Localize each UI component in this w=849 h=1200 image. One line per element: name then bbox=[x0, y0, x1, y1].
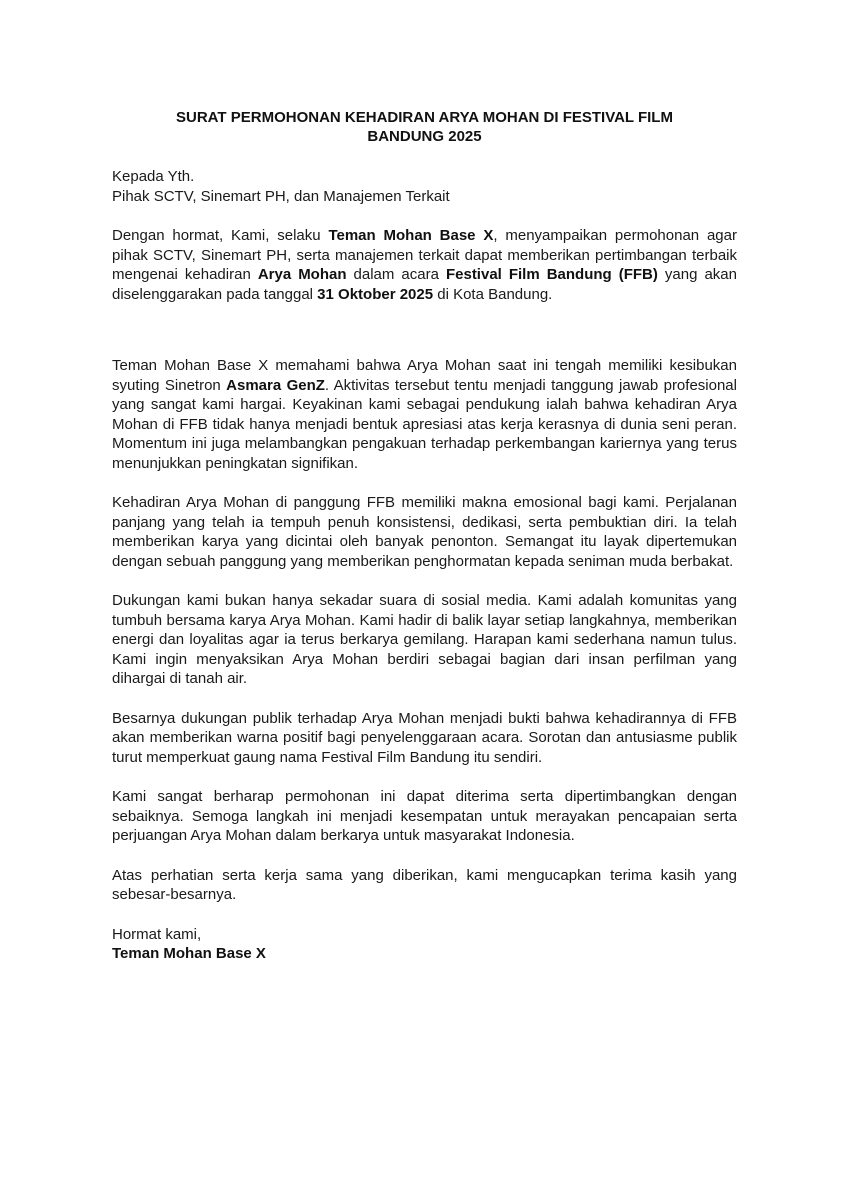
closing-block bbox=[112, 925, 737, 964]
paragraph-3: Kehadiran Arya Mohan di panggung FFB memiliki makna emosional bagi kami. Perjalanan panjang yang telah ia tempuh penuh konsistensi, dedikasi, serta pembuktian diri. Ia telah memberikan karya yang dicintai oleh banyak penonton. Semangat itu layak dipertemukan dengan sebuah panggung yang memberikan penghormatan kepada seniman muda berbakat. bbox=[112, 494, 737, 570]
para1-text-3: dalam acara bbox=[346, 266, 446, 283]
para1-bold-artist: Arya Mohan bbox=[257, 266, 347, 283]
para2-text-2: . Aktivitas tersebut tentu menjadi tanggung jawab profesional yang sangat kami hargai. Keyakinan kami sebagai pendukung ialah bahwa kehadiran Arya Mohan di FFB tidak hanya menjadi bentuk apresiasi atas kerja kerasnya di dunia seni peran. Momentum ini juga melambangkan pengakuan terhadap perkembangan kariernya yang terus menunjukkan peningkatan signifikan. bbox=[112, 376, 737, 472]
paragraph-4: Dukungan kami bukan hanya sekadar suara di sosial media. Kami adalah komunitas yang tumbuh bersama karya Arya Mohan. Kami hadir di balik layar setiap langkahnya, memberikan energi dan loyalitas agar ia terus berkarya gemilang. Harapan kami sederhana namun tulus. Kami ingin menyaksikan Arya Mohan berdiri sebagai bagian dari insan perfilman yang dihargai di tanah air. bbox=[112, 592, 737, 687]
para1-bold-sender: Teman Mohan Base X bbox=[328, 227, 494, 244]
para1-text-1: Dengan hormat, Kami, selaku bbox=[112, 227, 329, 244]
para1-bold-event: Festival Film Bandung (FFB) bbox=[445, 266, 658, 283]
signature: Teman Mohan Base X bbox=[112, 945, 266, 962]
paragraph-7: Atas perhatian serta kerja sama yang diberikan, kami mengucapkan terima kasih yang sebesar-besarnya. bbox=[112, 866, 737, 903]
para1-text-5: di Kota Bandung. bbox=[433, 285, 553, 303]
para1-bold-date: 31 Oktober 2025 bbox=[317, 285, 434, 303]
closing-salutation: Hormat kami, bbox=[112, 925, 202, 943]
para1-text-4: yang akan diselenggarakan pada tanggal bbox=[112, 266, 737, 303]
paragraph-6: Kami sangat berharap permohonan ini dapat diterima serta dipertimbangkan dengan sebaiknya. Semoga langkah ini menjadi kesempatan untuk merayakan pencapaian serta perjuangan Arya Mohan dalam berkarya untuk masyarakat Indonesia. bbox=[112, 788, 737, 844]
recipient-greeting: Kepada Yth. bbox=[112, 168, 195, 185]
paragraph-opening bbox=[112, 226, 737, 304]
letter-title bbox=[112, 108, 737, 146]
paragraph-2 bbox=[112, 356, 737, 473]
title-line-1: SURAT PERMOHONAN KEHADIRAN ARYA MOHAN DI FESTIVAL FILM bbox=[176, 109, 673, 126]
para2-text-1: Teman Mohan Base X memahami bahwa Arya Mohan saat ini tengah memiliki kesibukan syuting Sinetron bbox=[112, 357, 737, 394]
para2-bold-sinetron: Asmara GenZ bbox=[226, 376, 325, 394]
paragraph-5: Besarnya dukungan publik terhadap Arya Mohan menjadi bukti bahwa kehadirannya di FFB akan memberikan warna positif bagi penyelenggaraan acara. Sorotan dan antusiasme publik turut memperkuat gaung nama Festival Film Bandung itu sendiri. bbox=[112, 709, 737, 766]
recipient-name: Pihak SCTV, Sinemart PH, dan Manajemen Terkait bbox=[112, 187, 450, 205]
title-line-2: BANDUNG 2025 bbox=[367, 128, 482, 145]
para1-text-2: , menyampaikan permohonan agar pihak SCTV, Sinemart PH, serta manajemen terkait dapat memberikan pertimbangan terbaik mengenai kehadiran bbox=[112, 227, 737, 283]
recipient-block bbox=[112, 167, 737, 206]
letter-page bbox=[112, 108, 737, 964]
